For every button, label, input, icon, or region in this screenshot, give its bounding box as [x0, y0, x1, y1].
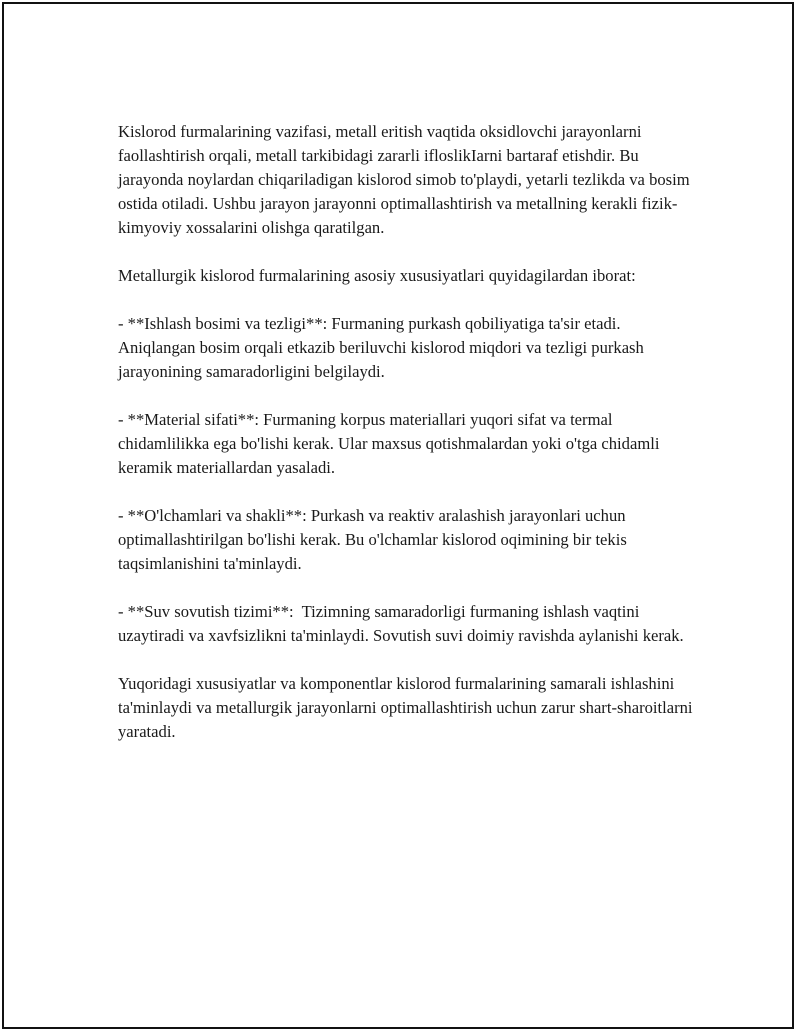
paragraph-conclusion: Yuqoridagi xususiyatlar va komponentlar kislorod furmalarining samarali ishlashini ta'minlaydi va metallurgik jarayonlarni optimallashtirish uchun zarur shart-sharoitlarni yaratadi.	[118, 674, 697, 741]
list-item-material-quality: - **Material sifati**: Furmaning korpus materiallari yuqori sifat va termal chidamlilikka ega bo'lishi kerak. Ular maxsus qotishmalardan yoki o'tga chidamli keramik materiallardan yasaladi.	[118, 410, 664, 477]
page-frame	[2, 2, 794, 1029]
paragraph-intro: Kislorod furmalarining vazifasi, metall eritish vaqtida oksidlovchi jarayonlarni faollashtirish orqali, metall tarkibidagi zararli ifloslikIarni bartaraf etishdir. Bu jarayonda noylardan chiqariladigan kislorod simob to'playdi, yetarli tezlikda va bosim ostida otiladi. Ushbu jarayon jarayonni optimallashtirish va metallning kerakli fizik-kimyoviy xossalarini olishga qaratilgan.	[118, 122, 694, 237]
document-body	[118, 120, 698, 768]
list-item-dimensions-shape: - **O'lchamlari va shakli**: Purkash va reaktiv aralashish jarayonlari uchun optimallashtirilgan bo'lishi kerak. Bu o'lchamlar kislorod oqimining bir tekis taqsimlanishini ta'minlaydi.	[118, 506, 631, 573]
list-item-pressure-speed: - **Ishlash bosimi va tezligi**: Furmaning purkash qobiliyatiga ta'sir etadi. Aniqlangan bosim orqali etkazib beriluvchi kislorod miqdori va tezligi purkash jarayonining samaradorligini belgilaydi.	[118, 314, 648, 381]
list-item-water-cooling: - **Suv sovutish tizimi**: Tizimning samaradorligi furmaning ishlash vaqtini uzaytiradi va xavfsizlikni ta'minlaydi. Sovutish suvi doimiy ravishda aylanishi kerak.	[118, 602, 684, 645]
paragraph-features-heading: Metallurgik kislorod furmalarining asosiy xususiyatlari quyidagilardan iborat:	[118, 266, 636, 285]
